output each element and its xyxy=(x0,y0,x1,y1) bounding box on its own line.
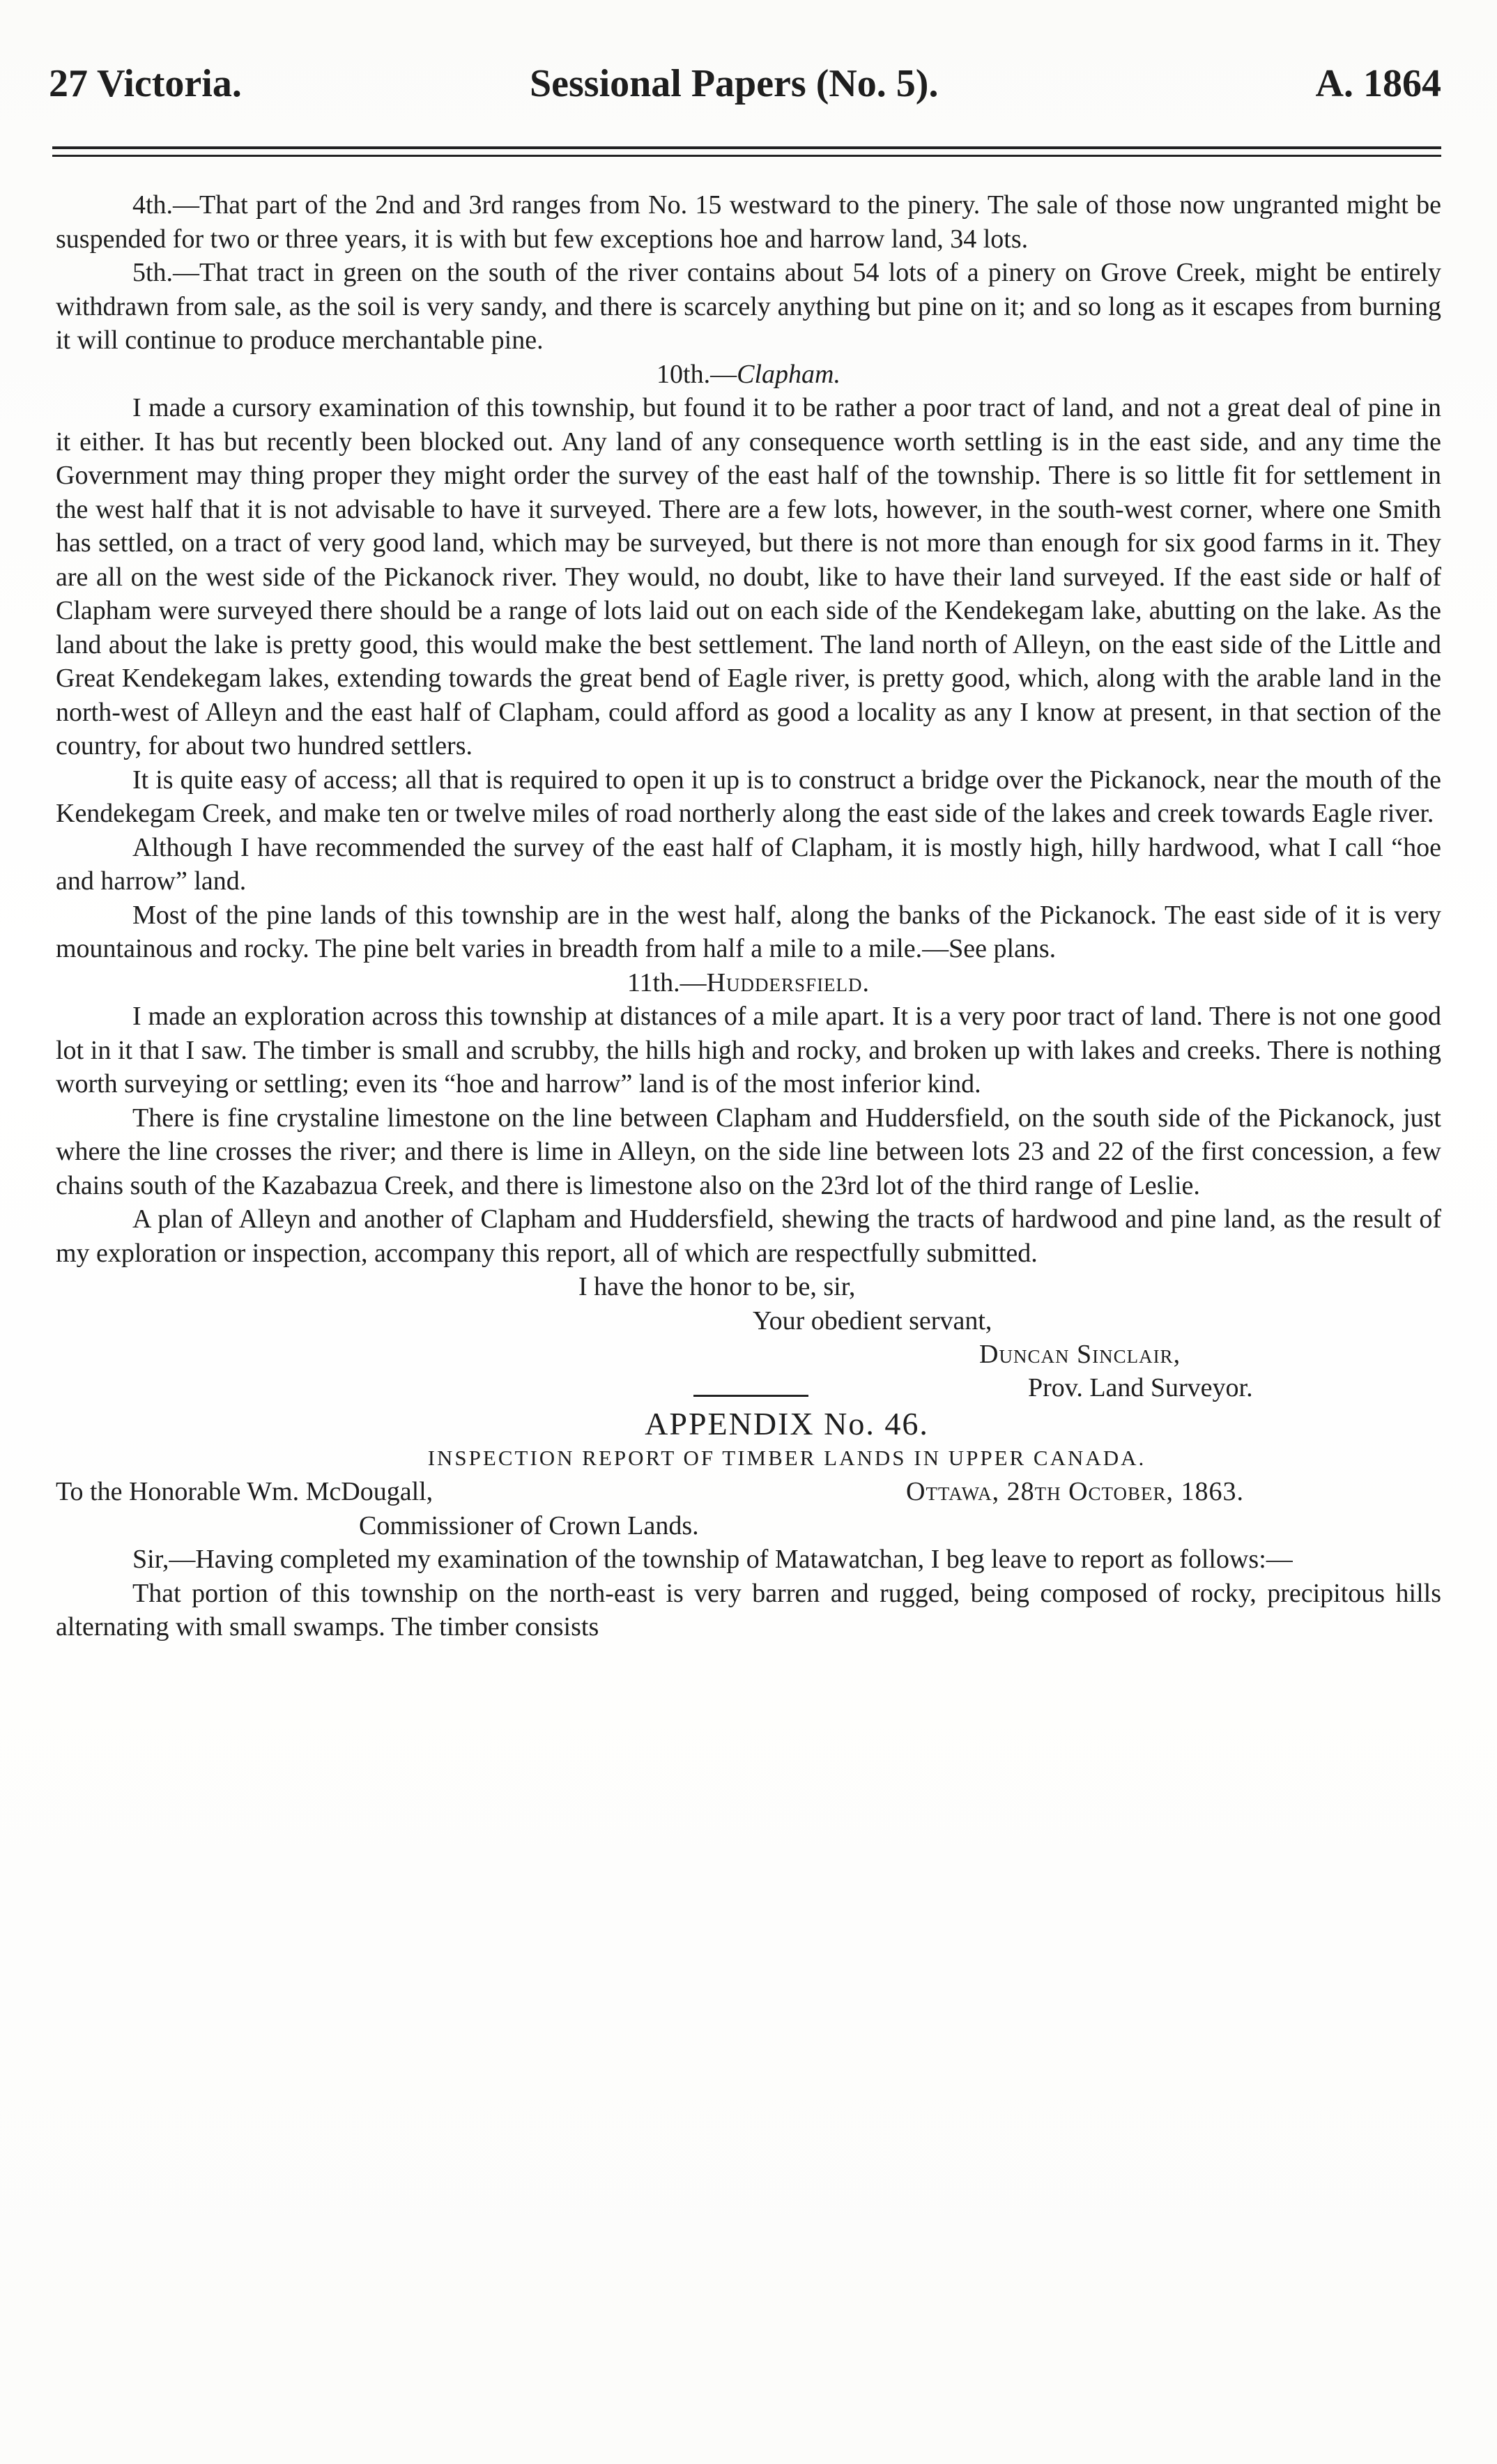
header-rule-top xyxy=(52,146,1441,149)
closing-salutation: I have the honor to be, sir, xyxy=(578,1272,856,1301)
section-divider xyxy=(693,1395,808,1397)
paragraph: A plan of Alleyn and another of Clapham and Huddersfield, shewing the tracts of hardwood and pine land, as the result of my exploration or inspection, accompany this report, all of which are respectfully submitted. xyxy=(56,1204,1441,1268)
signature-title: Prov. Land Surveyor. xyxy=(1028,1373,1253,1402)
running-head-volume: 27 Victoria. xyxy=(49,62,242,105)
signature-block xyxy=(56,1338,1441,1407)
running-head-year: A. 1864 xyxy=(1315,62,1441,105)
running-head-title: Sessional Papers (No. 5). xyxy=(530,62,939,105)
section-heading-name: Clapham. xyxy=(737,359,840,389)
paragraph: 4th.—That part of the 2nd and 3rd ranges from No. 15 westward to the pinery. The sale of those now ungranted might be suspended for two or three years, it is with but few exceptions hoe and harrow land, 34 lots. xyxy=(56,190,1441,254)
section-heading-number: 10th.— xyxy=(657,359,737,389)
report-heading: INSPECTION REPORT OF TIMBER LANDS IN UPPER CANADA. xyxy=(427,1445,1146,1470)
paragraph: 5th.—That tract in green on the south of the river contains about 54 lots of a pinery on Grove Creek, might be entirely withdrawn from sale, as the soil is very sandy, and there is scarcely anything but pine on it; and so long as it escapes from burning it will continue to produce merchantable pine. xyxy=(56,258,1441,355)
paragraph: There is fine crystaline limestone on the line between Clapham and Huddersfield, on the south side of the Pickanock, just where the line crosses the river; and there is lime in Alleyn, on the side line between lots 23 and 22 of the first concession, a few chains south of the Kazabazua Creek, and there is limestone also on the 23rd lot of the third range of Leslie. xyxy=(56,1103,1441,1200)
addressee-title: Commissioner of Crown Lands. xyxy=(359,1510,699,1540)
closing-valediction: Your obedient servant, xyxy=(753,1306,992,1336)
addressee: To the Honorable Wm. McDougall, xyxy=(56,1477,433,1506)
paragraph: It is quite easy of access; all that is required to open it up is to construct a bridge over the Pickanock, near the mouth of the Kendekegam Creek, and make ten or twelve miles of road northerly along the east side of the lakes and creek towards Eagle river. xyxy=(56,765,1441,828)
header-rule-bottom xyxy=(52,155,1441,157)
address-line xyxy=(56,1475,1441,1509)
section-heading-number: 11th.— xyxy=(627,967,707,997)
paragraph: I made a cursory examination of this township, but found it to be rather a poor tract of land, and not a great deal of pine in it either. It has but recently been blocked out. Any land of any consequence worth settling is in the east side, and any time the Government may thing proper they might order the survey of the east half of the township. There is so little fit for settlement in the west half that it is not advisable to have it surveyed. There are a few lots, however, in the south-west corner, where one Smith has settled, on a tract of very good land, which may be surveyed, but there is not more than enough for six good farms in it. They are all on the west side of the Pickanock river. They would, no doubt, like to have their land surveyed. If the east side or half of Clapham were surveyed there should be a range of lots laid out on each side of the Kendekegam lake, abutting on the lake. As the land about the lake is pretty good, this would make the best settlement. The land north of Alleyn, on the east side of the Little and Great Kendekegam lakes, extending towards the great bend of Eagle river, is pretty good, which, along with the arable land in the north-west of Alleyn and the east half of Clapham, could afford as good a locality as any I know at present, in that section of the country, for about two hundred settlers. xyxy=(56,393,1441,760)
paragraph: Sir,—Having completed my examination of the township of Matawatchan, I beg leave to report as follows:— xyxy=(132,1545,1293,1574)
section-heading-clapham xyxy=(56,358,1441,392)
paragraph: Most of the pine lands of this township are in the west half, along the banks of the Pickanock. The east side of it is very mountainous and rocky. The pine belt varies in breadth from half a mile to a mile.—See plans. xyxy=(56,900,1441,963)
paragraph: I made an exploration across this township at distances of a mile apart. It is a very poor tract of land. There is not one good lot in it that I saw. The timber is small and scrubby, the hills high and rocky, and broken up with lakes and creeks. There is nothing worth surveying or settling; even its “hoe and harrow” land is of the most inferior kind. xyxy=(56,1002,1441,1099)
document-body xyxy=(56,188,1441,1644)
paragraph: Although I have recommended the survey of the east half of Clapham, it is mostly high, hilly hardwood, what I call “hoe and harrow” land. xyxy=(56,832,1441,896)
signature-name: Duncan Sinclair, xyxy=(979,1340,1181,1369)
running-head xyxy=(49,61,1441,117)
paragraph: That portion of this township on the north-east is very barren and rugged, being composed of rocky, precipitous hills alternating with small swamps. The timber consists xyxy=(56,1578,1441,1642)
section-heading-huddersfield xyxy=(56,966,1441,1000)
section-heading-name: Huddersfield. xyxy=(706,967,870,997)
place-date: Ottawa, 28th October, 1863. xyxy=(906,1477,1245,1506)
appendix-title: APPENDIX No. 46. xyxy=(645,1406,929,1441)
